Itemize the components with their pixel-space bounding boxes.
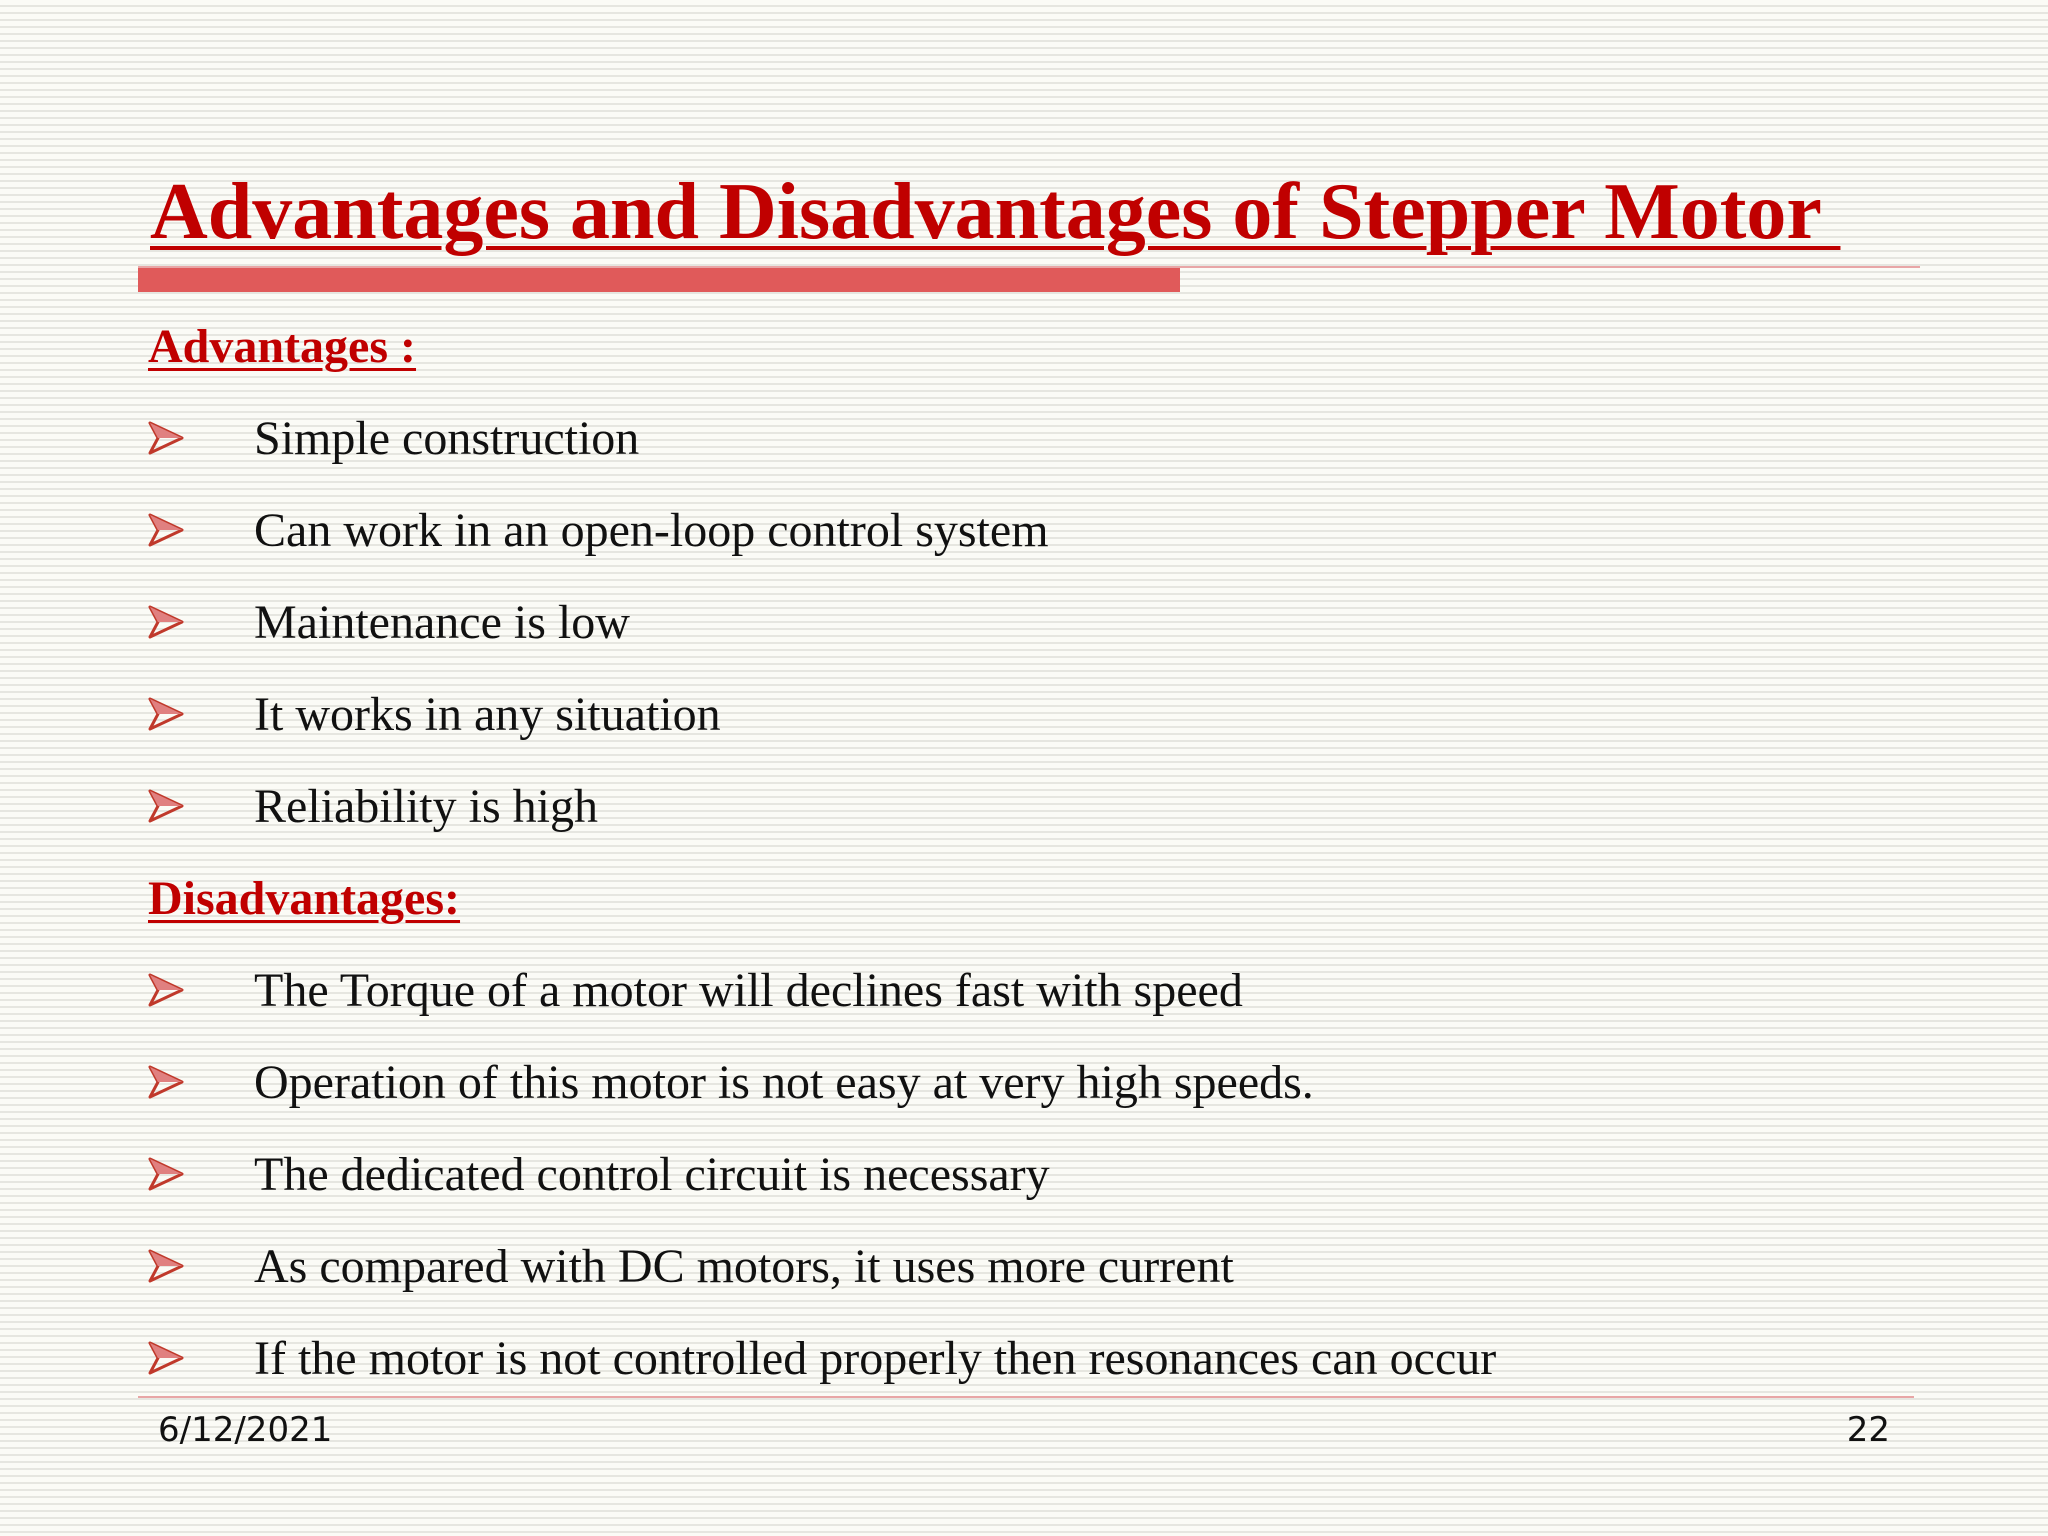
disadvantage-text: If the motor is not controlled properly then resonances can occur <box>254 1332 1497 1385</box>
advantages-heading: Advantages : <box>148 320 417 373</box>
arrowhead-bullet-icon <box>148 696 184 732</box>
footer-rule <box>138 1396 1914 1398</box>
arrowhead-bullet-icon <box>148 1340 184 1376</box>
arrowhead-bullet-icon <box>148 1156 184 1192</box>
disadvantage-item <box>148 1054 1948 1114</box>
disadvantage-item <box>148 1330 1948 1390</box>
title-accent-bar <box>138 268 1180 292</box>
disadvantages-heading: Disadvantages: <box>148 872 461 925</box>
disadvantage-item <box>148 1238 1948 1298</box>
footer-date: 6/12/2021 <box>158 1410 333 1450</box>
advantage-item <box>148 594 1948 654</box>
advantage-text: Can work in an open-loop control system <box>254 504 1049 557</box>
disadvantage-text: Operation of this motor is not easy at very high speeds. <box>254 1056 1314 1109</box>
advantage-item <box>148 410 1948 470</box>
arrowhead-bullet-icon <box>148 420 184 456</box>
footer-page-number: 22 <box>1846 1410 1890 1450</box>
advantage-item <box>148 502 1948 562</box>
arrowhead-bullet-icon <box>148 512 184 548</box>
arrowhead-bullet-icon <box>148 972 184 1008</box>
arrowhead-bullet-icon <box>148 604 184 640</box>
advantage-text: It works in any situation <box>254 688 721 741</box>
disadvantage-text: The Torque of a motor will declines fast with speed <box>254 964 1243 1017</box>
slide-title: Advantages and Disadvantages of Stepper Motor <box>150 168 1841 256</box>
advantage-item <box>148 778 1948 838</box>
advantage-text: Reliability is high <box>254 780 598 833</box>
arrowhead-bullet-icon <box>148 788 184 824</box>
advantage-text: Simple construction <box>254 412 640 465</box>
advantage-item <box>148 686 1948 746</box>
advantage-text: Maintenance is low <box>254 596 630 649</box>
disadvantage-item <box>148 1146 1948 1206</box>
arrowhead-bullet-icon <box>148 1248 184 1284</box>
disadvantage-text: The dedicated control circuit is necessary <box>254 1148 1050 1201</box>
disadvantage-text: As compared with DC motors, it uses more current <box>254 1240 1234 1293</box>
disadvantage-item <box>148 962 1948 1022</box>
arrowhead-bullet-icon <box>148 1064 184 1100</box>
